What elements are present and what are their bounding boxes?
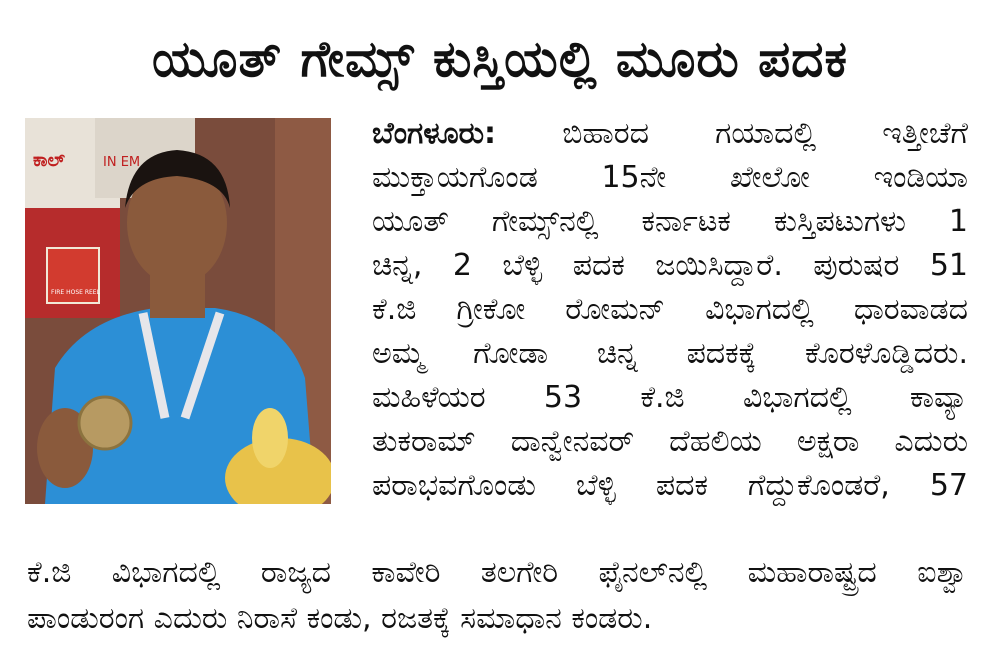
- dateline: ಬೆಂಗಳೂರು:: [372, 116, 497, 151]
- article-line: ಮಹಿಳೆಯರ 53 ಕೆ.ಜಿ ವಿಭಾಗದಲ್ಲಿ ಕಾವ್ಯಾ: [372, 380, 968, 415]
- article-body-column: [372, 112, 968, 508]
- article-line: ಕೆ.ಜಿ ವಿಭಾಗದಲ್ಲಿ ರಾಜ್ಯದ ಕಾವೇರಿ ತಲಗೇರಿ ಫೈನಲ್‌ನಲ್ಲಿ ಮಹಾರಾಷ್ಟ್ರದ ಐಶ್ವಾ: [27, 555, 969, 590]
- article-line-first: [372, 112, 968, 156]
- article-line: ಅಮ್ಮ ಗೋಡಾ ಚಿನ್ನ ಪದಕಕ್ಕೆ ಕೊರಳೊಡ್ಡಿದರು.: [372, 336, 968, 371]
- photo-sign-text-3: FIRE HOSE REEL: [51, 289, 100, 296]
- headline: ಯೂತ್ ಗೇಮ್ಸ್ ಕುಸ್ತಿಯಲ್ಲಿ ಮೂರು ಪದಕ: [152, 30, 848, 88]
- athlete-photo-illustration: [25, 118, 331, 504]
- first-line-rest: ಬಿಹಾರದ ಗಯಾದಲ್ಲಿ ಇತ್ತೀಚೆಗೆ: [562, 116, 968, 151]
- article-photo: [25, 118, 331, 504]
- photo-sign-text-2: IN EM: [103, 155, 141, 170]
- article-line: ಚಿನ್ನ, 2 ಬೆಳ್ಳಿ ಪದಕ ಜಯಿಸಿದ್ದಾರೆ. ಪುರುಷರ 51: [372, 248, 968, 283]
- article-line: ಕೆ.ಜಿ ಗ್ರೀಕೋ ರೋಮನ್ ವಿಭಾಗದಲ್ಲಿ ಧಾರವಾಡದ: [372, 292, 968, 327]
- photo-sign-text-1: ಕಾಲ್: [33, 150, 65, 171]
- article-body-full-width: [27, 550, 969, 642]
- photo-medal: [79, 397, 131, 449]
- article-line: ಮುಕ್ತಾಯಗೊಂಡ 15ನೇ ಖೇಲೋ ಇಂಡಿಯಾ: [372, 160, 968, 195]
- article-line: ಪಾಂಡುರಂಗ ಎದುರು ನಿರಾಸೆ ಕಂಡು, ರಜತಕ್ಕೆ ಸಮಾಧಾನ ಕಂಡರು.: [27, 601, 653, 636]
- article-line: ಯೂತ್ ಗೇಮ್ಸ್‌ನಲ್ಲಿ ಕರ್ನಾಟಕ ಕುಸ್ತಿಪಟುಗಳು 1: [372, 204, 968, 239]
- article-line: ಪರಾಭವಗೊಂಡು ಬೆಳ್ಳಿ ಪದಕ ಗೆದ್ದುಕೊಂಡರೆ, 57: [372, 468, 968, 503]
- article-line: ತುಕರಾಮ್ ದಾನ್ವೇನವರ್ ದೆಹಲಿಯ ಅಕ್ಷರಾ ಎದುರು: [372, 424, 968, 459]
- photo-mascot-ear: [252, 408, 288, 468]
